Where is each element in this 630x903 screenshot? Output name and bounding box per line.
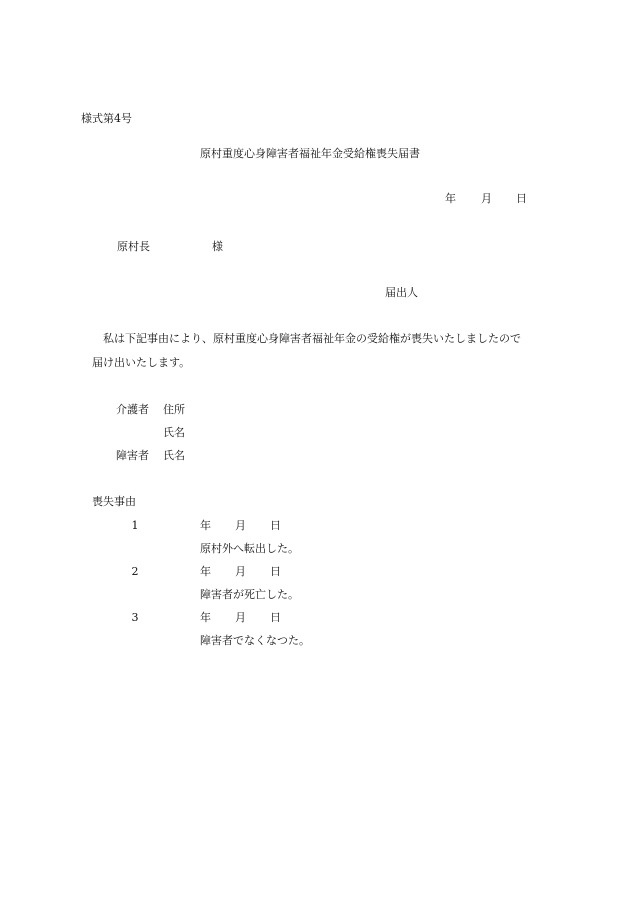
reason-year-label: 年: [200, 519, 211, 532]
caregiver-name-label: 氏名: [163, 426, 185, 439]
reason-text: 障害者でなくなつた。: [200, 634, 310, 647]
caregiver-address-label: 住所: [163, 403, 185, 416]
form-number: 様式第4号: [81, 112, 132, 125]
reason-month-label: 月: [235, 519, 246, 532]
reason-text: 原村外へ転出した。: [200, 542, 299, 555]
reason-year-label: 年: [200, 611, 211, 624]
reason-day-label: 日: [270, 519, 281, 532]
notifier-label: 届出人: [385, 286, 418, 299]
reason-text: 障害者が死亡した。: [200, 588, 299, 601]
disabled-person-name-label: 氏名: [163, 449, 185, 462]
reason-day-label: 日: [270, 611, 281, 624]
reason-number: 3: [131, 611, 139, 624]
caregiver-label: 介護者: [116, 403, 149, 416]
disabled-person-label: 障害者: [116, 449, 149, 462]
addressee-honorific: 様: [212, 240, 223, 253]
reason-day-label: 日: [270, 565, 281, 578]
date-month-label: 月: [481, 192, 492, 205]
reason-month-label: 月: [235, 611, 246, 624]
reason-year-label: 年: [200, 565, 211, 578]
addressee-name: 原村長: [117, 240, 150, 253]
reason-month-label: 月: [235, 565, 246, 578]
body-text-line-2: 届け出いたします。: [92, 356, 191, 369]
date-day-label: 日: [516, 192, 527, 205]
body-text-line-1: 私は下記事由により、原村重度心身障害者福祉年金の受給権が喪失いたしましたので: [103, 332, 521, 345]
reason-number: 1: [131, 519, 139, 532]
date-year-label: 年: [445, 192, 456, 205]
reason-number: 2: [131, 565, 139, 578]
reasons-title: 喪失事由: [92, 495, 136, 508]
document-title: 原村重度心身障害者福祉年金受給権喪失届書: [200, 147, 420, 160]
